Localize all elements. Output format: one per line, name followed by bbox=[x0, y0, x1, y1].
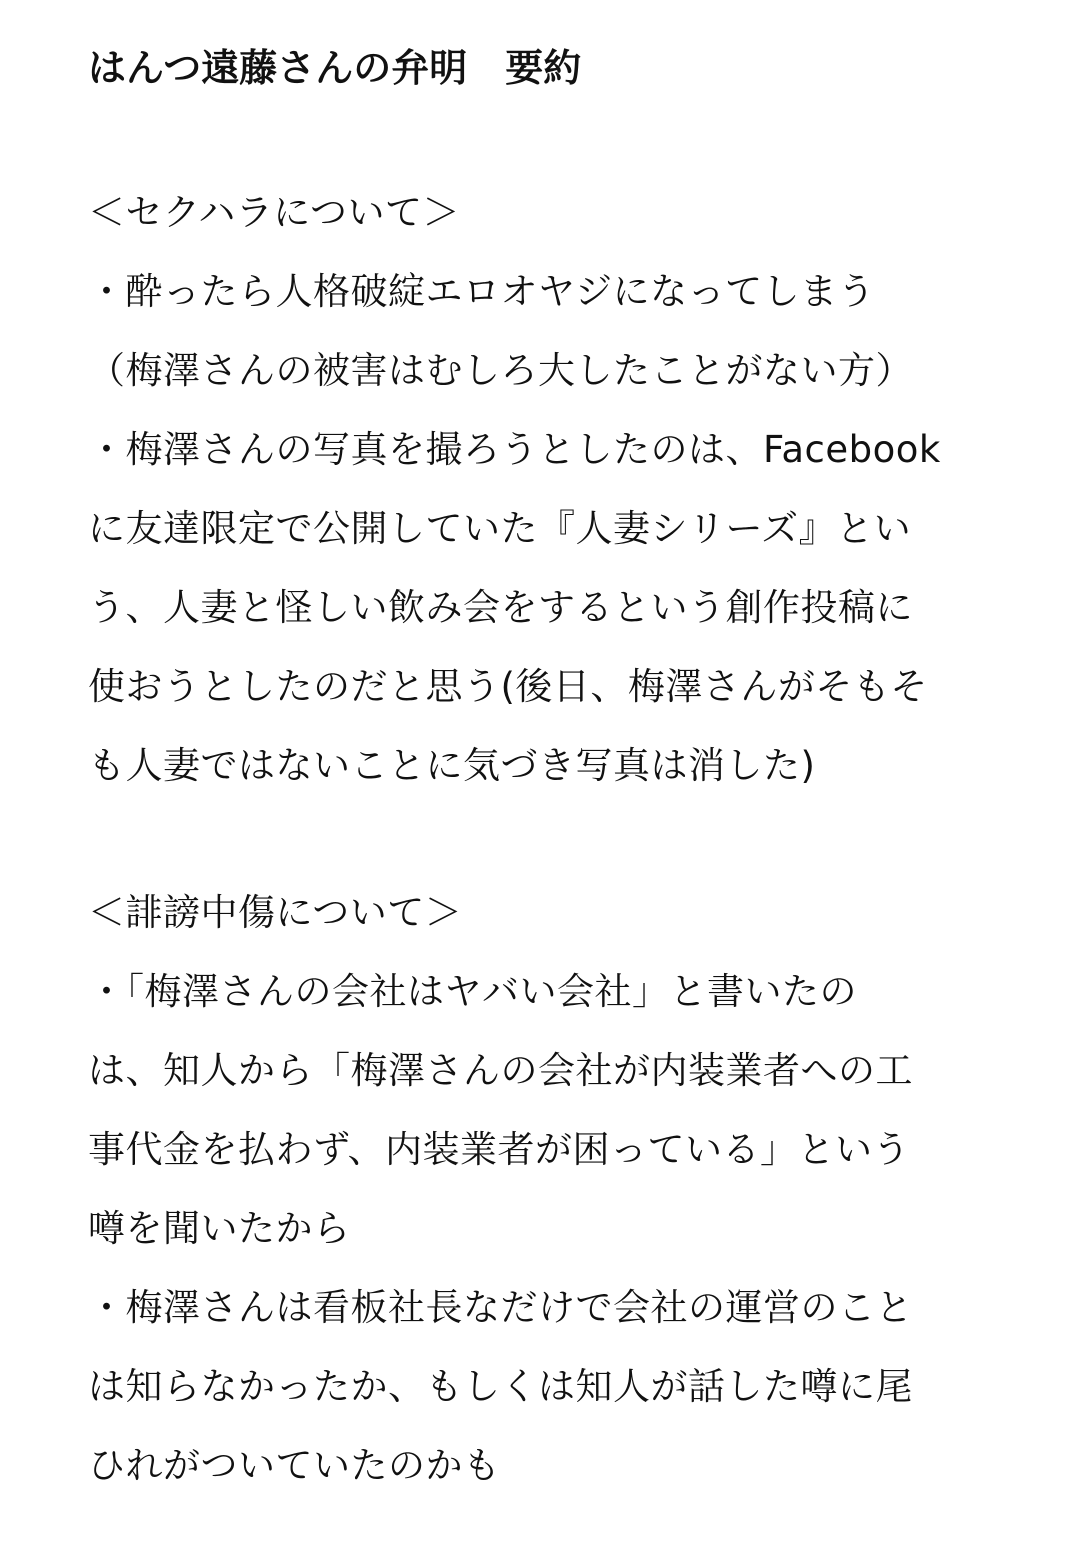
text-line: ・梅澤さんの写真を撮ろうとしたのは、Facebook bbox=[88, 428, 941, 471]
section-heading-defamation: ＜誹謗中傷について＞ bbox=[88, 891, 463, 934]
text-line: ・酔ったら人格破綻エロオヤジになってしまう bbox=[88, 270, 876, 313]
text-line: も人妻ではないことに気づき写真は消した) bbox=[88, 744, 816, 787]
text-line: ・梅澤さんは看板社長なだけで会社の運営のこと bbox=[88, 1286, 913, 1329]
text-line: 使おうとしたのだと思う(後日、梅澤さんがそもそ bbox=[88, 665, 928, 708]
text-line: （梅澤さんの被害はむしろ大したことがない方） bbox=[88, 349, 913, 392]
text-line: 噂を聞いたから bbox=[88, 1207, 351, 1250]
text-line: ・「梅澤さんの会社はヤバい会社」と書いたの bbox=[88, 970, 857, 1013]
text-line: は、知人から「梅澤さんの会社が内装業者への工 bbox=[88, 1049, 913, 1092]
text-line: ひれがついていたのかも bbox=[88, 1444, 501, 1487]
text-line: に友達限定で公開していた『人妻シリーズ』とい bbox=[88, 507, 912, 550]
text-line: う、人妻と怪しい飲み会をするという創作投稿に bbox=[88, 586, 913, 629]
section-heading-harassment: ＜セクハラについて＞ bbox=[88, 191, 461, 234]
text-line: 事代金を払わず、内装業者が困っている」という bbox=[88, 1128, 911, 1171]
text-line: は知らなかったか、もしくは知人が話した噂に尾 bbox=[88, 1365, 913, 1408]
document-title: はんつ遠藤さんの弁明 要約 bbox=[88, 46, 582, 90]
